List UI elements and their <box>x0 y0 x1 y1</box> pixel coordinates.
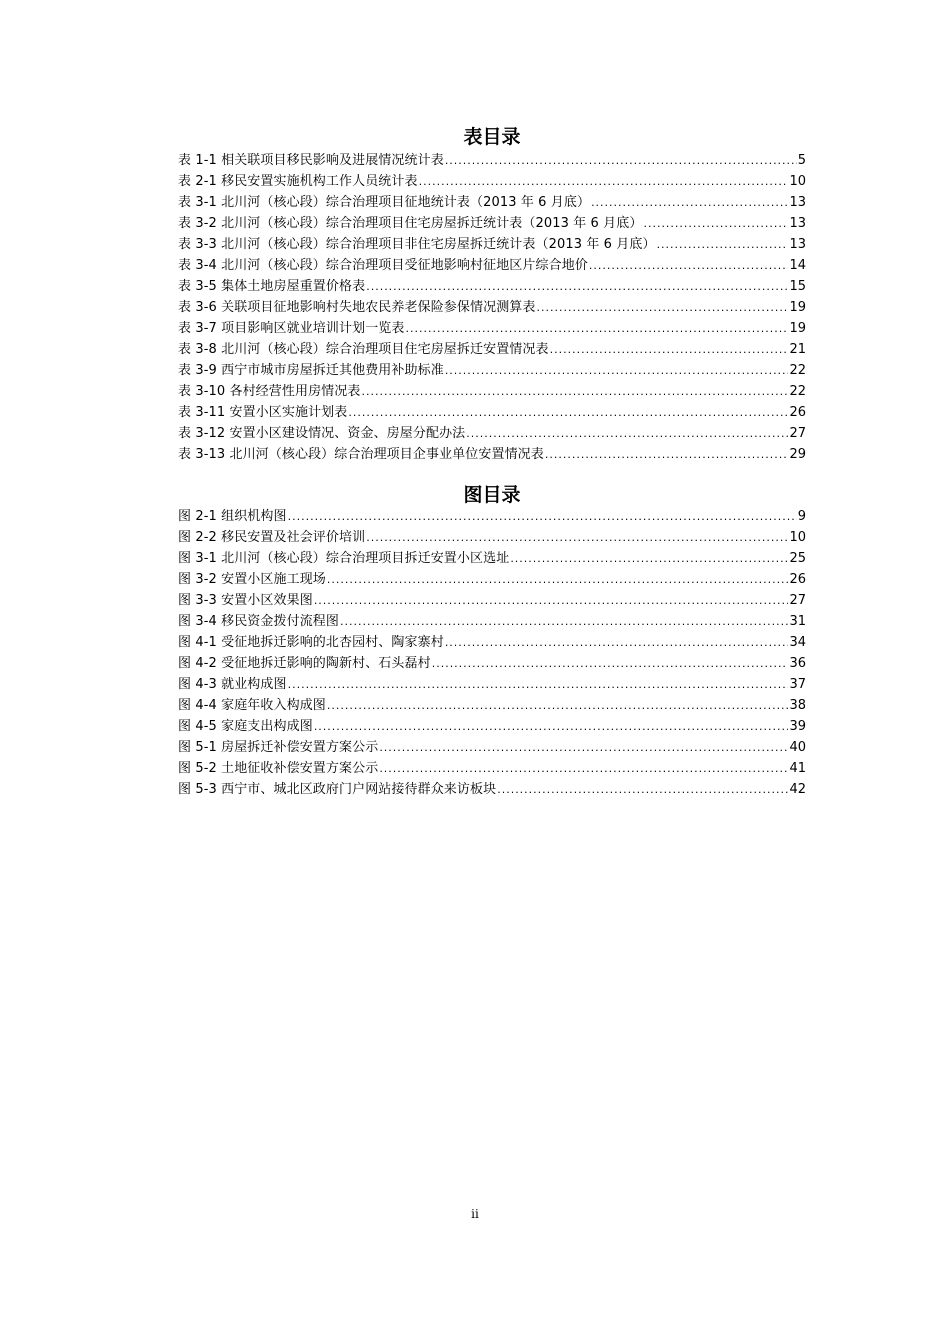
toc-entry-label: 表 3-11 安置小区实施计划表 <box>178 405 348 420</box>
toc-entry-page-number: 19 <box>789 300 806 315</box>
toc-dot-leader <box>348 402 788 423</box>
toc-entry-label: 图 5-1 房屋拆迁补偿安置方案公示 <box>178 740 379 755</box>
toc-entry-label: 表 3-3 北川河（核心段）综合治理项目非住宅房屋拆迁统计表（2013 年 6 月底） <box>178 237 656 252</box>
toc-entry-page-number: 9 <box>797 509 806 524</box>
toc-entry-page-number: 10 <box>789 174 806 189</box>
toc-dot-leader <box>327 569 789 590</box>
toc-entry-label: 表 1-1 相关联项目移民影响及进展情况统计表 <box>178 153 444 168</box>
toc-entry[interactable] <box>178 737 806 758</box>
toc-entry[interactable] <box>178 318 806 339</box>
toc-dot-leader <box>379 737 788 758</box>
toc-dot-leader <box>314 716 789 737</box>
toc-dot-leader <box>445 360 789 381</box>
toc-dot-leader <box>432 653 789 674</box>
toc-entry[interactable] <box>178 653 806 674</box>
toc-entry-page-number: 22 <box>789 384 806 399</box>
toc-entry-page-number: 27 <box>789 426 806 441</box>
toc-dot-leader <box>419 171 789 192</box>
toc-dot-leader <box>379 758 788 779</box>
toc-entry-label: 表 3-9 西宁市城市房屋拆迁其他费用补助标准 <box>178 363 444 378</box>
toc-entry-page-number: 13 <box>789 216 806 231</box>
toc-entry-page-number: 14 <box>789 258 806 273</box>
toc-dot-leader <box>545 444 789 465</box>
toc-dot-leader <box>361 381 788 402</box>
toc-entry-label: 表 3-6 关联项目征地影响村失地农民养老保险参保情况测算表 <box>178 300 536 315</box>
toc-entry-page-number: 41 <box>789 761 806 776</box>
toc-dot-leader <box>445 150 797 171</box>
toc-entry-page-number: 5 <box>797 153 806 168</box>
toc-entry[interactable] <box>178 695 806 716</box>
toc-entry-label: 图 3-2 安置小区施工现场 <box>178 572 326 587</box>
toc-entry[interactable] <box>178 381 806 402</box>
toc-dot-leader <box>510 548 788 569</box>
toc-dot-leader <box>288 506 797 527</box>
toc-dot-leader <box>445 632 789 653</box>
toc-entry-page-number: 21 <box>789 342 806 357</box>
table-of-tables-list <box>178 150 806 465</box>
toc-entry[interactable] <box>178 150 806 171</box>
toc-entry-page-number: 31 <box>789 614 806 629</box>
toc-dot-leader <box>288 674 789 695</box>
toc-entry[interactable] <box>178 674 806 695</box>
toc-entry[interactable] <box>178 360 806 381</box>
toc-entry-label: 图 3-1 北川河（核心段）综合治理项目拆迁安置小区选址 <box>178 551 510 566</box>
toc-entry-label: 表 3-12 安置小区建设情况、资金、房屋分配办法 <box>178 426 466 441</box>
toc-entry-page-number: 40 <box>789 740 806 755</box>
toc-dot-leader <box>550 339 789 360</box>
toc-entry-page-number: 10 <box>789 530 806 545</box>
page-number: ii <box>471 1207 479 1221</box>
toc-entry-label: 图 5-2 土地征收补偿安置方案公示 <box>178 761 379 776</box>
toc-entry-label: 表 3-5 集体土地房屋重置价格表 <box>178 279 366 294</box>
toc-entry[interactable] <box>178 506 806 527</box>
toc-entry[interactable] <box>178 255 806 276</box>
toc-dot-leader <box>366 276 788 297</box>
toc-dot-leader <box>466 423 788 444</box>
toc-entry-label: 图 4-5 家庭支出构成图 <box>178 719 313 734</box>
toc-entry-page-number: 26 <box>789 572 806 587</box>
toc-entry[interactable] <box>178 297 806 318</box>
toc-entry-page-number: 38 <box>789 698 806 713</box>
toc-entry-page-number: 39 <box>789 719 806 734</box>
toc-entry[interactable] <box>178 423 806 444</box>
toc-dot-leader <box>497 779 788 800</box>
toc-dot-leader <box>340 611 788 632</box>
table-of-tables-title: 表目录 <box>463 126 521 148</box>
toc-entry[interactable] <box>178 192 806 213</box>
toc-dot-leader <box>314 590 789 611</box>
toc-entry-page-number: 22 <box>789 363 806 378</box>
toc-entry-label: 图 4-2 受征地拆迁影响的陶新村、石头磊村 <box>178 656 431 671</box>
toc-entry-label: 图 3-3 安置小区效果图 <box>178 593 313 608</box>
toc-entry-page-number: 15 <box>789 279 806 294</box>
toc-dot-leader <box>643 213 788 234</box>
toc-entry[interactable] <box>178 402 806 423</box>
toc-entry-label: 图 4-3 就业构成图 <box>178 677 287 692</box>
toc-entry-page-number: 37 <box>789 677 806 692</box>
toc-entry-page-number: 42 <box>789 782 806 797</box>
toc-entry-label: 图 3-4 移民资金拨付流程图 <box>178 614 339 629</box>
toc-dot-leader <box>327 695 789 716</box>
toc-entry-label: 表 3-13 北川河（核心段）综合治理项目企事业单位安置情况表 <box>178 447 544 462</box>
toc-dot-leader <box>589 255 789 276</box>
toc-entry[interactable] <box>178 527 806 548</box>
toc-entry-page-number: 19 <box>789 321 806 336</box>
toc-entry[interactable] <box>178 444 806 465</box>
table-of-figures-title: 图目录 <box>463 484 521 506</box>
toc-entry-page-number: 36 <box>789 656 806 671</box>
toc-entry[interactable] <box>178 276 806 297</box>
toc-entry-page-number: 27 <box>789 593 806 608</box>
toc-entry-page-number: 13 <box>789 195 806 210</box>
toc-entry-page-number: 25 <box>789 551 806 566</box>
toc-entry-label: 表 3-1 北川河（核心段）综合治理项目征地统计表（2013 年 6 月底） <box>178 195 591 210</box>
toc-entry-page-number: 26 <box>789 405 806 420</box>
toc-entry-page-number: 13 <box>789 237 806 252</box>
toc-entry-label: 图 5-3 西宁市、城北区政府门户网站接待群众来访板块 <box>178 782 497 797</box>
toc-dot-leader <box>591 192 788 213</box>
toc-entry-label: 图 4-4 家庭年收入构成图 <box>178 698 326 713</box>
toc-entry[interactable] <box>178 569 806 590</box>
toc-entry-page-number: 34 <box>789 635 806 650</box>
toc-entry-label: 表 2-1 移民安置实施机构工作人员统计表 <box>178 174 418 189</box>
toc-entry-label: 表 3-8 北川河（核心段）综合治理项目住宅房屋拆迁安置情况表 <box>178 342 549 357</box>
toc-entry-label: 图 2-1 组织机构图 <box>178 509 287 524</box>
toc-entry[interactable] <box>178 758 806 779</box>
toc-dot-leader <box>406 318 789 339</box>
toc-entry-page-number: 29 <box>789 447 806 462</box>
toc-dot-leader <box>366 527 788 548</box>
toc-entry[interactable] <box>178 632 806 653</box>
toc-dot-leader <box>537 297 789 318</box>
toc-entry[interactable] <box>178 171 806 192</box>
toc-entry[interactable] <box>178 611 806 632</box>
toc-entry-label: 表 3-2 北川河（核心段）综合治理项目住宅房屋拆迁统计表（2013 年 6 月底） <box>178 216 643 231</box>
toc-entry[interactable] <box>178 213 806 234</box>
toc-entry-label: 图 4-1 受征地拆迁影响的北杏园村、陶家寨村 <box>178 635 444 650</box>
toc-entry[interactable] <box>178 339 806 360</box>
toc-entry-label: 表 3-7 项目影响区就业培训计划一览表 <box>178 321 405 336</box>
toc-entry[interactable] <box>178 716 806 737</box>
toc-entry[interactable] <box>178 590 806 611</box>
toc-entry-label: 表 3-4 北川河（核心段）综合治理项目受征地影响村征地区片综合地价 <box>178 258 588 273</box>
toc-entry-label: 表 3-10 各村经营性用房情况表 <box>178 384 361 399</box>
toc-dot-leader <box>657 234 789 255</box>
toc-entry[interactable] <box>178 234 806 255</box>
toc-entry[interactable] <box>178 779 806 800</box>
toc-entry[interactable] <box>178 548 806 569</box>
toc-entry-label: 图 2-2 移民安置及社会评价培训 <box>178 530 366 545</box>
table-of-figures-list <box>178 506 806 800</box>
